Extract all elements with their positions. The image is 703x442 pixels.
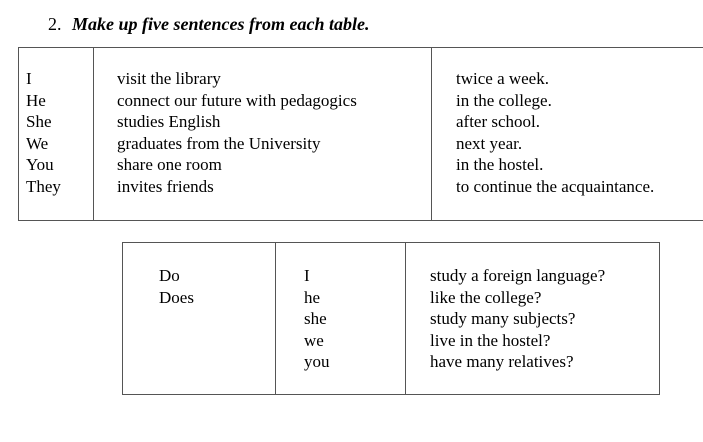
subject-cell: She: [26, 112, 52, 131]
subject-cell: we: [304, 330, 324, 350]
subject-cell: They: [26, 176, 61, 196]
substitution-table-2: [122, 242, 660, 395]
subject-cell: We: [26, 133, 49, 153]
ending-cell: study many subjects?: [430, 309, 576, 328]
subject-cell: she: [304, 309, 327, 328]
ending-cell: have many relatives?: [430, 352, 574, 371]
auxiliaries-column: [123, 243, 276, 395]
subject-cell: he: [304, 287, 321, 307]
subject-cell: I: [304, 266, 310, 285]
subjects-column: [276, 243, 406, 395]
exercise-number: 2.: [48, 14, 62, 34]
subject-cell: I: [26, 69, 32, 88]
ending-cell: live in the hostel?: [430, 330, 551, 350]
auxiliary-cell: Does: [159, 287, 194, 307]
ending-cell: like the college?: [430, 287, 542, 307]
subject-cell: You: [26, 155, 54, 174]
endings-column: [406, 243, 660, 395]
substitution-table-1: [18, 47, 703, 221]
predicate-cell: connect our future with pedagogics: [117, 90, 357, 110]
auxiliary-cell: Do: [159, 266, 180, 285]
subject-cell: you: [304, 352, 330, 371]
adverbial-cell: next year.: [456, 133, 523, 153]
exercise-heading: [48, 12, 369, 36]
predicate-cell: share one room: [117, 155, 222, 174]
subject-cell: He: [26, 90, 46, 110]
ending-cell: study a foreign language?: [430, 266, 606, 285]
predicate-cell: graduates from the University: [117, 133, 321, 153]
adverbial-cell: in the college.: [456, 90, 552, 110]
adverbial-cell: twice a week.: [456, 69, 549, 88]
adverbial-cell: in the hostel.: [456, 155, 544, 174]
adverbial-cell: to continue the acquaintance.: [456, 176, 655, 196]
predicate-cell: invites friends: [117, 176, 214, 196]
predicate-cell: studies English: [117, 112, 221, 131]
adverbial-cell: after school.: [456, 112, 541, 131]
adverbials-column: [432, 48, 703, 221]
predicate-cell: visit the library: [117, 69, 221, 88]
exercise-instruction: Make up five sentences from each table.: [72, 14, 370, 34]
predicates-column: [94, 48, 432, 221]
subjects-column: [19, 48, 94, 221]
